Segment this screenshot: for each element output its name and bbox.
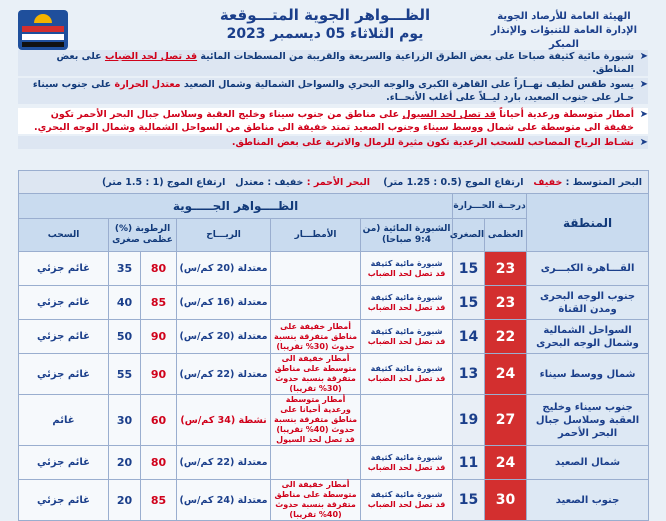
note-rain xyxy=(18,108,648,134)
table-row xyxy=(19,354,649,395)
note-text: شبورة مائية كثيفة صباحا على بعض الطرق الزراعية والسريعة والقريبة من المسطحات المائية xyxy=(197,51,634,62)
wind-text: نشطة (34 كم/س) xyxy=(180,414,267,426)
note-highlight: قد تصل لحد السيول xyxy=(402,109,496,120)
note-text: أمطار متوسطة ورعدية أحياناً xyxy=(495,109,634,120)
rain-text xyxy=(271,446,361,480)
rain-text xyxy=(271,252,361,286)
red-sea-state: خفيف : معتدل xyxy=(235,176,304,188)
bullet-arrow-icon: ➤ xyxy=(639,109,648,120)
wind-text: معتدلة (20 كم/س) xyxy=(177,252,271,286)
temp-max: 23 xyxy=(485,252,527,286)
humidity-max: 80 xyxy=(141,446,177,480)
med-sea-wave: ارتفاع الموج (0.5 : 1.25 متر) xyxy=(383,176,524,188)
area-name: السواحل الشمالية وشمال الوجه البحرى xyxy=(527,320,649,354)
note-temperature xyxy=(18,78,648,104)
red-sea-label: البحر الأحمر : xyxy=(306,176,371,188)
table-row xyxy=(19,395,649,446)
fog-text: شبورة مائية كثيفة xyxy=(370,452,443,462)
col-temp-min: الصغرى xyxy=(453,219,485,252)
note-text: يسود طقس لطيف نهــاراً على القاهرة الكبرى والوجه البحري والسواحل الشمالية وشمال الصعيد xyxy=(180,79,634,90)
header xyxy=(0,0,666,48)
humidity-min: 20 xyxy=(109,446,141,480)
fog-cell xyxy=(361,354,453,395)
note-fog xyxy=(18,50,648,76)
table-row xyxy=(19,480,649,521)
clouds-text: غائم جزئي xyxy=(19,446,109,480)
temp-min: 15 xyxy=(453,480,485,521)
note-highlight: قد تصل لحد الضباب xyxy=(104,51,198,62)
clouds-text: غائم جزئي xyxy=(19,320,109,354)
col-area: المنطقة xyxy=(527,194,649,252)
rain-text xyxy=(271,286,361,320)
humidity-min: 55 xyxy=(109,354,141,395)
fog-cell xyxy=(361,395,453,446)
wind-text: معتدلة (22 كم/س) xyxy=(177,446,271,480)
bullet-arrow-icon: ➤ xyxy=(639,137,648,148)
temp-max: 30 xyxy=(485,480,527,521)
fog-note: قد تصل لحد الضباب xyxy=(367,336,446,346)
area-name: جنوب سيناء وخليج العقبة وسلاسل جبال البحر الأحمر xyxy=(527,395,649,446)
clouds-text: غائم xyxy=(19,395,109,446)
date-text: يوم الثلاثاء 05 ديسمبر 2023 xyxy=(226,26,424,42)
humidity-max: 90 xyxy=(141,354,177,395)
clouds-text: غائم جزئي xyxy=(19,252,109,286)
wind-text: معتدلة (20 كم/س) xyxy=(177,320,271,354)
temp-max: 27 xyxy=(485,395,527,446)
rain-text: أمطار متوسطة ورعدية أحيانا على مناطق متفرقة بنسبة حدوث (40% تقريبا) قد تصل لحد السيول xyxy=(271,395,361,446)
humidity-max: 60 xyxy=(141,395,177,446)
temp-min: 13 xyxy=(453,354,485,395)
humidity-min: 35 xyxy=(109,252,141,286)
humidity-min: 50 xyxy=(109,320,141,354)
note-text: على جنوب سيناء حـار على جنوب الصعيد، بارد ليــلاً على أغلب الأنحــاء. xyxy=(32,79,634,103)
fog-cell xyxy=(361,286,453,320)
logo-band-red xyxy=(22,26,64,32)
col-fog: الشبورة المائية (من 9:4 صباحا) xyxy=(361,219,453,252)
clouds-text: غائم جزئي xyxy=(19,286,109,320)
area-name: شمال الصعيد xyxy=(527,446,649,480)
fog-text: شبورة مائية كثيفة xyxy=(370,292,443,302)
temp-min: 19 xyxy=(453,395,485,446)
area-name: جنوب الوجه البحرى ومدن القناة xyxy=(527,286,649,320)
fog-cell xyxy=(361,252,453,286)
clouds-text: غائم جزئي xyxy=(19,480,109,521)
temp-max: 22 xyxy=(485,320,527,354)
note-wind xyxy=(18,136,648,149)
waves-row xyxy=(19,171,649,194)
table-row xyxy=(19,320,649,354)
fog-text: شبورة مائية كثيفة xyxy=(370,326,443,336)
org-line-1: الهيئة العامة للأرصاد الجوية xyxy=(497,11,631,22)
fog-note: قد تصل لحد الضباب xyxy=(367,374,446,383)
area-name: القـــاهرة الكبـــرى xyxy=(527,252,649,286)
note-highlight: معتدل الحرارة xyxy=(114,79,181,90)
temp-max: 23 xyxy=(485,286,527,320)
org-line-2: الإدارة العامة للتنبؤات والإنذار المبكر xyxy=(490,25,637,50)
forecast-table xyxy=(18,170,649,521)
meteorological-authority-logo xyxy=(18,10,68,50)
wind-cell xyxy=(177,395,271,446)
bullet-arrow-icon: ➤ xyxy=(639,51,648,62)
table-row xyxy=(19,252,649,286)
wind-text: معتدلة (16 كم/س) xyxy=(177,286,271,320)
fog-text: شبورة مائية كثيفة xyxy=(370,258,443,268)
clouds-text: غائم جزئي xyxy=(19,354,109,395)
col-humidity: الرطوبة (%) عظمى صغرى xyxy=(109,219,177,252)
humidity-max: 80 xyxy=(141,252,177,286)
humidity-min: 40 xyxy=(109,286,141,320)
temp-min: 15 xyxy=(453,252,485,286)
col-clouds: السحب xyxy=(19,219,109,252)
sea-state xyxy=(19,171,649,194)
fog-note: قد تصل لحد الضباب xyxy=(367,302,446,312)
rain-text: أمطار خفيفة الى متوسطة على مناطق متفرقة بنسبة حدوث (30% تقريبا) xyxy=(271,354,361,395)
organization-name xyxy=(484,10,644,52)
rain-text: أمطار خفيفة الى متوسطة على مناطق متفرقة بنسبة حدوث (40% تقريبا) xyxy=(271,480,361,521)
col-temperature: درجــة الحـــرارة xyxy=(453,194,527,219)
temp-min: 15 xyxy=(453,286,485,320)
humidity-max: 85 xyxy=(141,286,177,320)
title-text: الظـــواهر الجوية المتـــوقعة xyxy=(219,6,431,24)
humidity-max: 85 xyxy=(141,480,177,521)
col-temp-max: العظمى xyxy=(485,219,527,252)
table-body xyxy=(19,252,649,521)
temp-max: 24 xyxy=(485,446,527,480)
area-name: شمال ووسط سيناء xyxy=(527,354,649,395)
col-phenomena: الظــــواهر الجـــــوية xyxy=(19,194,453,219)
fog-text: شبورة مائية كثيفة xyxy=(370,490,443,499)
bullet-arrow-icon: ➤ xyxy=(639,79,648,90)
red-sea-wave: ارتفاع الموج (1 : 1.5 متر) xyxy=(101,176,226,188)
note-text: نشـاط الرياح المصاحب للسحب الرعدية تكون مثيرة للرمال والاتربة على بعض المناطق. xyxy=(231,137,634,148)
fog-cell xyxy=(361,446,453,480)
sun-icon xyxy=(34,14,52,23)
page-title xyxy=(195,6,455,44)
logo-band-white xyxy=(22,34,64,40)
fog-text: شبورة مائية كثيفة xyxy=(370,364,443,373)
logo-band-black xyxy=(22,42,64,47)
fog-cell xyxy=(361,480,453,521)
table-row xyxy=(19,286,649,320)
humidity-min: 30 xyxy=(109,395,141,446)
fog-note: قد تصل لحد الضباب xyxy=(367,268,446,278)
fog-note: قد تصل لحد الضباب xyxy=(367,462,446,472)
table-row xyxy=(19,446,649,480)
humidity-max: 90 xyxy=(141,320,177,354)
wind-text: معتدلة (24 كم/س) xyxy=(177,480,271,521)
humidity-min: 20 xyxy=(109,480,141,521)
col-rain: الأمطـــار xyxy=(271,219,361,252)
temp-min: 11 xyxy=(453,446,485,480)
fog-note: قد تصل لحد الضباب xyxy=(367,500,446,509)
col-wind: الريـــاح xyxy=(177,219,271,252)
area-name: جنوب الصعيد xyxy=(527,480,649,521)
wind-text: معتدلة (22 كم/س) xyxy=(177,354,271,395)
header-row-1 xyxy=(19,194,649,219)
med-sea-label: البحر المتوسط : xyxy=(565,176,643,188)
note-text: على مناطق من جنوب سيناء وخليج العقبة وسلاسل جبال البحر الأحمر تكون خفيفة الى متوسطة على شمال ووسط سيناء وجنوب الصعيد تمتد خفيفة الى مناطق من السواحل الشمالية وشمال الوجه البحري. xyxy=(33,109,634,133)
med-sea-state: خفيف xyxy=(533,176,563,188)
temp-min: 14 xyxy=(453,320,485,354)
rain-text: أمطار خفيفة على مناطق متفرقة بنسبة حدوث (30% تقريبا) xyxy=(271,320,361,354)
fog-cell xyxy=(361,320,453,354)
note-text: على بعض المناطق. xyxy=(56,51,634,75)
temp-max: 24 xyxy=(485,354,527,395)
